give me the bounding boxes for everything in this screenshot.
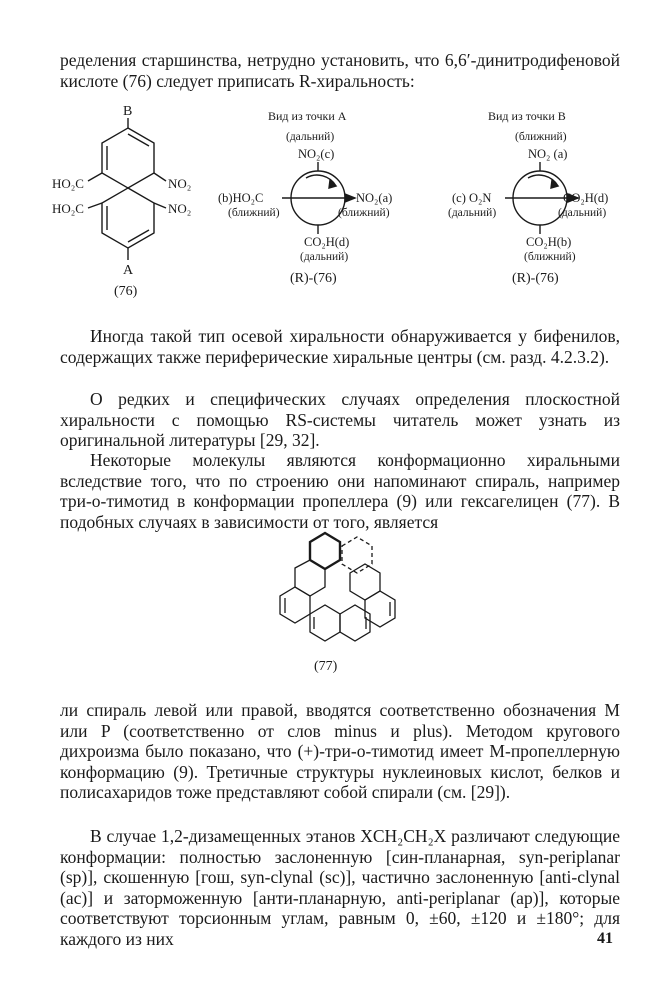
paragraph-2: Иногда такой тип осевой хиральности обнаруживается у бифенилов, содержащих также периферические хиральные центры (см. разд. 4.2.3.2).	[60, 326, 620, 367]
biphenyl-bottom-label: A	[123, 263, 134, 278]
viewB-bottom-group: CO₂H(b)	[526, 235, 572, 249]
paragraph-1: ределения старшинства, нетрудно установить, что 6,6′-динитродифеновой кислоте (76) следует приписать R-хиральность:	[60, 50, 620, 91]
viewA-left-group: (b)HO₂C	[218, 191, 264, 205]
upper-ring-double-bond-2	[128, 134, 149, 146]
biphenyl-structure	[88, 118, 166, 260]
bond-no2-lower	[154, 203, 166, 208]
viewB-bottom-note: (ближний)	[524, 251, 576, 263]
lower-ring	[102, 188, 154, 248]
viewA-arrowhead	[345, 194, 355, 202]
lower-ring-double-bond-2	[128, 230, 149, 242]
biphenyl-ho2c-lower: HO₂C	[52, 201, 84, 216]
viewA-right-group: NO₂(a)	[356, 191, 393, 205]
paragraph-3: О редких и специфических случаях определения плоскостной хиральности с помощью RS-системы читатель может узнать из оригинальной литературы [29, 32].	[60, 389, 620, 451]
biphenyl-top-label: B	[123, 104, 133, 119]
bond-cooh-upper	[88, 173, 102, 181]
viewA-bottom-group: CO₂H(d)	[304, 235, 350, 249]
biphenyl-no2-lower: NO₂	[168, 201, 192, 216]
viewA-top-group: NO₂(c)	[298, 147, 335, 161]
viewA-projection	[282, 162, 355, 234]
biphenyl-ho2c-upper: HO₂C	[52, 176, 84, 191]
bond-no2-upper	[154, 173, 166, 181]
paragraph-6: В случае 1,2-дизамещенных этанов XCH₂CH₂X различают следующие конформации: полностью заслоненную [син-планарная, syn-periplanar (sp)], скошенную [гош, syn-clynal (sc)], частично заслоненную [anti-clynal (ac)] и заторможенную [анти-планарную, anti-periplanar (ap)], которые соответствуют торсионным углам, равным 0, ±60, ±120 и ±180°; для каждого из них	[60, 826, 620, 949]
viewB-left-note: (дальний)	[448, 207, 497, 219]
helicene-ring-1	[310, 533, 340, 569]
figure-77-caption: (77)	[314, 659, 338, 674]
bond-cooh-lower	[88, 203, 102, 208]
page-number: 41	[597, 930, 613, 947]
viewB-top-group: NO₂ (a)	[528, 147, 568, 161]
viewB-right-note: (дальний)	[558, 207, 607, 219]
viewA-top-note: (дальний)	[286, 131, 335, 143]
upper-ring	[102, 128, 154, 188]
viewA-right-note: (ближний)	[338, 207, 390, 219]
viewA-bottom-note: (дальний)	[300, 251, 349, 263]
paragraph-4: Некоторые молекулы являются конформационно хиральными вследствие того, что по строению они напоминают спираль, например три-о-тимотид в конформации пропеллера (9) или гексагелицен (77). В подобных случаях в зависимости от того, является	[60, 450, 620, 532]
helicene-ring-6	[342, 537, 372, 573]
biphenyl-no2-upper: NO₂	[168, 176, 192, 191]
viewB-right-group: CO₂H(d)	[563, 191, 609, 205]
figure-77-hexahelicene	[250, 528, 420, 678]
viewA-left-note: (ближний)	[228, 207, 280, 219]
viewB-title: Вид из точки B	[488, 109, 566, 123]
viewB-top-note: (ближний)	[515, 131, 567, 143]
helicene-ring-5	[350, 564, 380, 600]
viewB-caption: (R)-(76)	[512, 271, 559, 286]
viewA-title: Вид из точки A	[268, 109, 347, 123]
figure-76	[0, 100, 651, 310]
paragraph-5: ли спираль левой или правой, вводятся соответственно обозначения M или P (соответственно от слов minus и plus). Методом кругового дихроизма было показано, что (+)-три-о-тимотид имеет M-пропеллерную конформацию (9). Третичные структуры нуклеиновых кислот, белков и полисахаридов тоже представляют собой спирали (см. [29]).	[60, 700, 620, 803]
viewA-caption: (R)-(76)	[290, 271, 337, 286]
biphenyl-caption: (76)	[114, 284, 138, 299]
viewB-left-group: (c) O₂N	[452, 191, 492, 205]
